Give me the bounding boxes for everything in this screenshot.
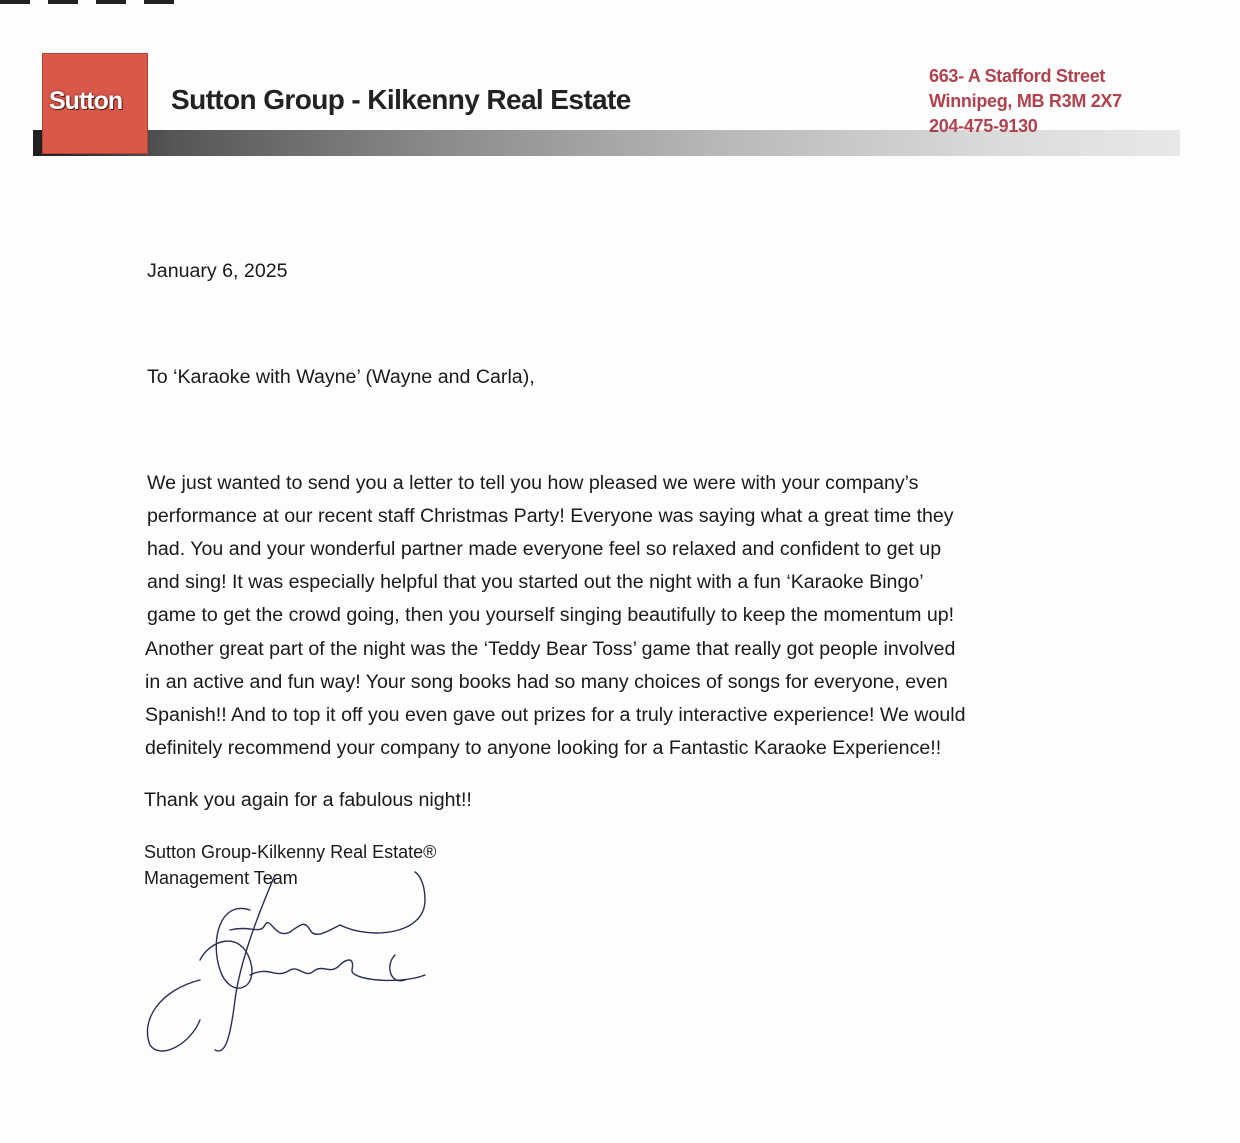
signoff-team: Management Team (144, 868, 298, 888)
signoff-company: Sutton Group-Kilkenny Real Estate® (144, 842, 437, 862)
scan-artifact (0, 0, 190, 4)
company-name: Sutton Group - Kilkenny Real Estate (171, 84, 631, 115)
logo-text: Sutton (49, 87, 123, 115)
body-line: performance at our recent staff Christmas Party! Everyone was saying what a great time they (147, 505, 954, 527)
body-line: We just wanted to send you a letter to tell you how pleased we were with your company’s (147, 472, 919, 494)
body-line: had. You and your wonderful partner made everyone feel so relaxed and confident to get up (147, 538, 942, 560)
salutation: To ‘Karaoke with Wayne’ (Wayne and Carla), (147, 366, 535, 388)
phone-number: 204-475-9130 (929, 116, 1038, 136)
body-line: in an active and fun way! Your song books had so many choices of songs for everyone, even (145, 671, 948, 693)
body-line: definitely recommend your company to anyone looking for a Fantastic Karaoke Experience!! (145, 737, 942, 759)
body-line: Spanish!! And to top it off you even gave out prizes for a truly interactive experience! We would (145, 704, 966, 726)
handwritten-signature (140, 870, 440, 1060)
address-line-1: 663- A Stafford Street (929, 66, 1106, 86)
address-line-2: Winnipeg, MB R3M 2X7 (929, 91, 1122, 111)
closing-line: Thank you again for a fabulous night!! (144, 789, 472, 811)
letter-date: January 6, 2025 (147, 260, 288, 282)
body-line: and sing! It was especially helpful that you started out the night with a fun ‘Karaoke Bingo’ (147, 571, 924, 593)
company-address (929, 64, 1122, 139)
body-line: game to get the crowd going, then you yourself singing beautifully to keep the momentum up! (147, 604, 955, 626)
sutton-logo (42, 53, 148, 154)
body-line: Another great part of the night was the ‘Teddy Bear Toss’ game that really got people involved (145, 638, 956, 660)
